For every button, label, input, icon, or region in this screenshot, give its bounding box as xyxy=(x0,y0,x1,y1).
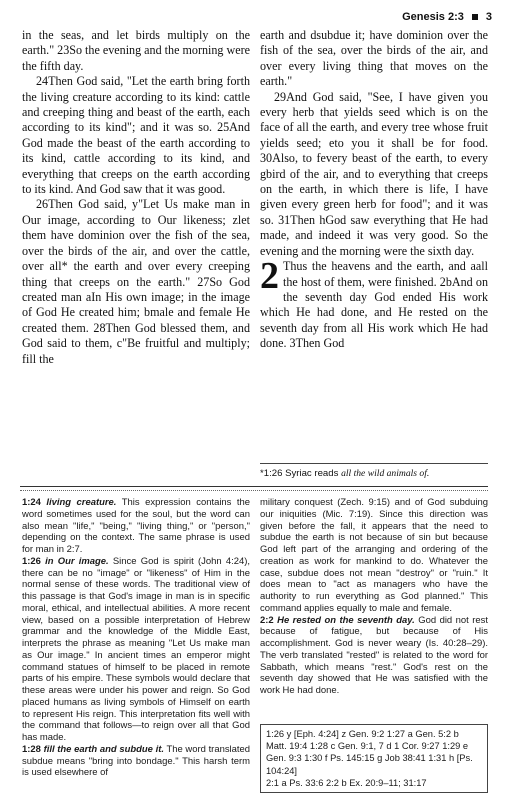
chapter-reference: Genesis 2:3 xyxy=(402,11,464,23)
cross-reference-line: 2:1 a Ps. 33:6 2:2 b Ex. 20:9–11; 31:17 xyxy=(266,777,427,788)
note-body: Since God is spirit (John 4:24), there can be no "image" or "likeness" of Him in the normal sense of these words. The traditional view of this passage is that God's image in man is in specific moral, ethical, and intellectual abilities. A more recent view, based on a possible interpretation of Hebrew grammar and the knowledge of the Middle East, interprets the phrase as meaning "Let Us make man as Our image." In ancient times an emperor might command statues of himself to be placed in remote parts of his empire. These symbols would declare that these areas were under his power and reign. So God placed humans as living symbols of Himself on earth to represent His reign. This interpretation fits well with the command that follows—to reign over all that God has made. xyxy=(22,555,250,743)
footnote-text: Syriac reads xyxy=(282,468,342,479)
chapter-text: Thus the heavens and the earth, and aall the host of them, were finished. 2bAnd on the seventh day God ended His work which He had done, and He rested on the seventh day from all His work which He had done. 3Then God xyxy=(260,259,488,351)
note-body: This expression contains the word sometimes used for the soul, but the word can also mean "life," "being," "living thing," or "person," depending on the context. The same phrase is used for man in 2:7. xyxy=(22,497,251,555)
note-verse: 2:2 xyxy=(260,614,278,626)
note-body: The word translated subdue means "bring into bondage." This harsh term is used elsewhere of xyxy=(22,743,251,779)
note-body: God did not rest because of fatigue, but because of His accomplishment. God is never weary (Is. 40:28–29). The verb translated "rested" is related to the word for Sabbath, which means "rest." God's rest on the seventh day showed that He was satisfied with the work He had done. xyxy=(260,614,488,696)
note-heading: in Our image. xyxy=(45,555,109,567)
chapter-opening xyxy=(260,255,488,351)
notes-column-left xyxy=(22,497,250,793)
scripture-paragraph: 24Then God said, "Let the earth bring forth the living creature according to its kind: cattle and creeping thing and beast of the earth, each according to its kind"; and it was so. 25And God made the beast of the earth according to its kind, cattle according to its kind, and everything that creeps on the earth according to its kind. And God saw that it was good. xyxy=(22,74,250,197)
scripture-paragraph: 29And God said, "See, I have given you every herb that yields seed which is on the face of all the earth, and every tree whose fruit yields seed; eto you it shall be for food. 30Also, to fevery beast of the earth, to every gbird of the air, and to everything that creeps on the earth, in which there is life, I have given every green herb for food"; and it was so. 31Then hGod saw everything that He had made, and indeed it was very good. So the evening and the morning were the sixth day. xyxy=(260,89,488,258)
section-divider-dotted xyxy=(20,490,488,491)
note-heading: He rested on the seventh day. xyxy=(277,614,415,626)
translation-footnote xyxy=(260,463,488,480)
note-body: military conquest (Zech. 9:15) and of God subduing our iniquities (Mic. 7:19). Since this direction was given before the fall, it appears that the need to subdue the earth is not because of sin but because God left part of the arranging and ordering of the creation as work for mankind to do. Whatever the case, subdue does not mean "destroy" or "ruin." It does mean to "act as managers who have the authority to run everything as God planned." This command applies equally to male and female. xyxy=(260,497,488,614)
study-note xyxy=(260,497,488,615)
cross-reference-line: 1:26 y [Eph. 4:24] z Gen. 9:2 1:27 a Gen. 5:2 b Matt. 19:4 1:28 c Gen. 9:1, 7 d 1 Cor. 9:27 1:29 e Gen. 9:3 1:30 f Ps. 145:15 g Job 38:41 1:31 h [Ps. 104:24] xyxy=(266,728,473,776)
scripture-paragraph: 26Then God said, y"Let Us make man in Our image, according to Our likeness; zlet them have dominion over the fish of the sea, over the birds of the air, and over the cattle, over all* the earth and over every creeping thing that creeps on the earth." 27So God created man aIn His own image; in the image of God He created him; bmale and female He created them. 28Then God blessed them, and God said to them, c"Be fruitful and multiply; fill the xyxy=(22,197,250,366)
note-heading: living creature. xyxy=(46,497,117,508)
page-header xyxy=(402,10,492,24)
study-note xyxy=(22,497,250,556)
study-note xyxy=(22,744,250,779)
section-divider xyxy=(20,486,488,487)
footnote-ref: *1:26 xyxy=(260,468,283,479)
scripture-column-right xyxy=(260,28,488,480)
note-verse: 1:26 xyxy=(22,555,46,567)
study-notes xyxy=(22,497,488,793)
notes-column-right xyxy=(260,497,488,793)
note-heading: fill the earth and subdue it. xyxy=(43,743,164,755)
note-verse: 1:28 xyxy=(22,743,44,755)
footnote-italic-text: all the wild animals of. xyxy=(341,468,430,479)
cross-references-box xyxy=(260,724,488,793)
page-number: 3 xyxy=(485,11,492,23)
chapter-number: 2 xyxy=(260,255,279,298)
study-note xyxy=(260,615,488,697)
scripture-paragraph: in the seas, and let birds multiply on the earth." 23So the evening and the morning were the fifth day. xyxy=(22,28,250,73)
scripture-paragraph: earth and dsubdue it; have dominion over the fish of the sea, over the birds of the air, and over every living thing that moves on the earth." xyxy=(260,28,488,89)
square-bullet-icon xyxy=(472,14,478,20)
scripture-text xyxy=(22,28,488,480)
note-verse: 1:24 xyxy=(22,497,47,508)
study-note xyxy=(22,556,250,744)
scripture-column-left xyxy=(22,28,250,480)
